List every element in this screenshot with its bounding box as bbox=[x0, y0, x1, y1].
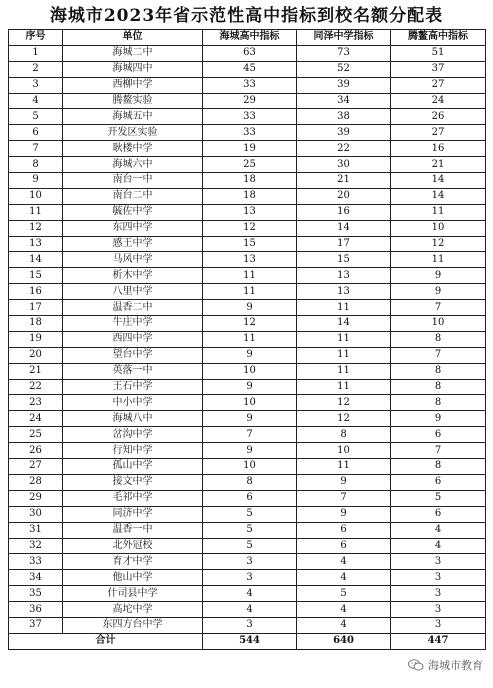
row-unit: 西柳中学 bbox=[63, 77, 203, 93]
row-unit: 开发区实验 bbox=[63, 125, 203, 141]
row-tengao: 6 bbox=[391, 506, 486, 522]
table-row bbox=[9, 236, 486, 252]
total-row bbox=[9, 633, 486, 649]
row-haicheng: 10 bbox=[203, 363, 297, 379]
row-unit: 高坨中学 bbox=[63, 602, 203, 618]
table-row bbox=[9, 93, 486, 109]
row-index: 4 bbox=[9, 93, 63, 109]
row-tongze: 12 bbox=[297, 411, 391, 427]
row-unit: 他山中学 bbox=[63, 570, 203, 586]
row-index: 13 bbox=[9, 236, 63, 252]
row-index: 9 bbox=[9, 173, 63, 189]
table-row bbox=[9, 173, 486, 189]
table-row bbox=[9, 570, 486, 586]
table-row bbox=[9, 538, 486, 554]
row-unit: 岔沟中学 bbox=[63, 427, 203, 443]
row-unit: 海城二中 bbox=[63, 45, 203, 61]
table-row bbox=[9, 188, 486, 204]
row-tengao: 14 bbox=[391, 188, 486, 204]
row-haicheng: 5 bbox=[203, 538, 297, 554]
row-unit: 海城五中 bbox=[63, 109, 203, 125]
table-row bbox=[9, 141, 486, 157]
row-unit: 毓佐中学 bbox=[63, 204, 203, 220]
row-unit: 孤山中学 bbox=[63, 459, 203, 475]
wechat-icon bbox=[408, 659, 424, 671]
row-tengao: 3 bbox=[391, 617, 486, 633]
row-haicheng: 45 bbox=[203, 61, 297, 77]
row-tongze: 22 bbox=[297, 141, 391, 157]
row-tengao: 10 bbox=[391, 316, 486, 332]
row-index: 19 bbox=[9, 331, 63, 347]
row-unit: 望台中学 bbox=[63, 347, 203, 363]
table-row bbox=[9, 443, 486, 459]
table-row bbox=[9, 77, 486, 93]
row-haicheng: 9 bbox=[203, 443, 297, 459]
row-tengao: 8 bbox=[391, 379, 486, 395]
total-tongze: 640 bbox=[297, 633, 391, 649]
row-index: 1 bbox=[9, 45, 63, 61]
total-haicheng: 544 bbox=[203, 633, 297, 649]
row-haicheng: 6 bbox=[203, 490, 297, 506]
row-tengao: 14 bbox=[391, 173, 486, 189]
row-tongze: 16 bbox=[297, 204, 391, 220]
row-unit: 北外冠校 bbox=[63, 538, 203, 554]
row-tongze: 15 bbox=[297, 252, 391, 268]
header-unit: 单位 bbox=[63, 30, 203, 46]
table-row bbox=[9, 61, 486, 77]
row-unit: 育才中学 bbox=[63, 554, 203, 570]
row-unit: 南台二中 bbox=[63, 188, 203, 204]
table-row bbox=[9, 395, 486, 411]
row-tongze: 38 bbox=[297, 109, 391, 125]
row-index: 7 bbox=[9, 141, 63, 157]
header-index: 序号 bbox=[9, 30, 63, 46]
row-unit: 行知中学 bbox=[63, 443, 203, 459]
row-tongze: 11 bbox=[297, 379, 391, 395]
table-row bbox=[9, 474, 486, 490]
row-index: 15 bbox=[9, 268, 63, 284]
header-haicheng-quota: 海城高中指标 bbox=[203, 30, 297, 46]
row-tongze: 39 bbox=[297, 77, 391, 93]
row-tongze: 6 bbox=[297, 522, 391, 538]
row-tongze: 11 bbox=[297, 363, 391, 379]
row-tongze: 7 bbox=[297, 490, 391, 506]
row-tongze: 39 bbox=[297, 125, 391, 141]
row-index: 8 bbox=[9, 157, 63, 173]
table-row bbox=[9, 268, 486, 284]
row-unit: 什司县中学 bbox=[63, 586, 203, 602]
row-tengao: 9 bbox=[391, 411, 486, 427]
row-tengao: 26 bbox=[391, 109, 486, 125]
row-tengao: 8 bbox=[391, 363, 486, 379]
table-row bbox=[9, 331, 486, 347]
row-haicheng: 18 bbox=[203, 188, 297, 204]
header-tongze-quota: 同泽中学指标 bbox=[297, 30, 391, 46]
row-tongze: 34 bbox=[297, 93, 391, 109]
row-unit: 王石中学 bbox=[63, 379, 203, 395]
row-tengao: 8 bbox=[391, 331, 486, 347]
table-row bbox=[9, 411, 486, 427]
table-row bbox=[9, 45, 486, 61]
row-tongze: 9 bbox=[297, 474, 391, 490]
row-tengao: 7 bbox=[391, 347, 486, 363]
row-index: 30 bbox=[9, 506, 63, 522]
table-row bbox=[9, 586, 486, 602]
row-haicheng: 5 bbox=[203, 522, 297, 538]
row-index: 20 bbox=[9, 347, 63, 363]
row-haicheng: 33 bbox=[203, 77, 297, 93]
row-index: 12 bbox=[9, 220, 63, 236]
row-unit: 温香二中 bbox=[63, 300, 203, 316]
row-tengao: 6 bbox=[391, 427, 486, 443]
row-index: 10 bbox=[9, 188, 63, 204]
row-haicheng: 7 bbox=[203, 427, 297, 443]
row-tongze: 73 bbox=[297, 45, 391, 61]
row-tongze: 4 bbox=[297, 617, 391, 633]
row-index: 21 bbox=[9, 363, 63, 379]
row-tengao: 8 bbox=[391, 395, 486, 411]
row-index: 23 bbox=[9, 395, 63, 411]
row-tengao: 10 bbox=[391, 220, 486, 236]
row-haicheng: 15 bbox=[203, 236, 297, 252]
row-tongze: 4 bbox=[297, 570, 391, 586]
row-tongze: 52 bbox=[297, 61, 391, 77]
row-tongze: 4 bbox=[297, 602, 391, 618]
row-tengao: 12 bbox=[391, 236, 486, 252]
row-haicheng: 4 bbox=[203, 586, 297, 602]
table-row bbox=[9, 459, 486, 475]
table-row bbox=[9, 220, 486, 236]
row-index: 32 bbox=[9, 538, 63, 554]
table-row bbox=[9, 316, 486, 332]
row-unit: 牛庄中学 bbox=[63, 316, 203, 332]
row-tengao: 3 bbox=[391, 554, 486, 570]
row-haicheng: 9 bbox=[203, 347, 297, 363]
row-tengao: 4 bbox=[391, 522, 486, 538]
row-tongze: 12 bbox=[297, 395, 391, 411]
row-tongze: 9 bbox=[297, 506, 391, 522]
row-haicheng: 25 bbox=[203, 157, 297, 173]
row-tengao: 27 bbox=[391, 77, 486, 93]
table-row bbox=[9, 109, 486, 125]
row-haicheng: 11 bbox=[203, 331, 297, 347]
row-haicheng: 33 bbox=[203, 125, 297, 141]
row-index: 14 bbox=[9, 252, 63, 268]
row-tengao: 9 bbox=[391, 284, 486, 300]
row-tengao: 21 bbox=[391, 157, 486, 173]
row-tongze: 5 bbox=[297, 586, 391, 602]
table-row bbox=[9, 300, 486, 316]
row-tengao: 5 bbox=[391, 490, 486, 506]
row-tongze: 13 bbox=[297, 284, 391, 300]
table-row bbox=[9, 252, 486, 268]
row-tongze: 14 bbox=[297, 316, 391, 332]
row-haicheng: 3 bbox=[203, 617, 297, 633]
row-index: 29 bbox=[9, 490, 63, 506]
row-haicheng: 9 bbox=[203, 379, 297, 395]
row-unit: 海城四中 bbox=[63, 61, 203, 77]
table-row bbox=[9, 522, 486, 538]
row-tongze: 8 bbox=[297, 427, 391, 443]
row-index: 34 bbox=[9, 570, 63, 586]
row-unit: 南台一中 bbox=[63, 173, 203, 189]
row-tengao: 4 bbox=[391, 538, 486, 554]
row-index: 37 bbox=[9, 617, 63, 633]
row-index: 5 bbox=[9, 109, 63, 125]
row-index: 2 bbox=[9, 61, 63, 77]
row-tengao: 16 bbox=[391, 141, 486, 157]
row-tengao: 11 bbox=[391, 252, 486, 268]
row-haicheng: 10 bbox=[203, 459, 297, 475]
header-tengao-quota: 腾鳌高中指标 bbox=[391, 30, 486, 46]
row-tongze: 11 bbox=[297, 300, 391, 316]
row-tengao: 3 bbox=[391, 586, 486, 602]
total-tengao: 447 bbox=[391, 633, 486, 649]
row-tengao: 37 bbox=[391, 61, 486, 77]
row-unit: 东四中学 bbox=[63, 220, 203, 236]
row-tengao: 7 bbox=[391, 300, 486, 316]
row-unit: 毛祁中学 bbox=[63, 490, 203, 506]
row-tongze: 11 bbox=[297, 331, 391, 347]
row-haicheng: 13 bbox=[203, 252, 297, 268]
row-tongze: 11 bbox=[297, 459, 391, 475]
row-tengao: 11 bbox=[391, 204, 486, 220]
quota-table bbox=[8, 29, 486, 650]
row-unit: 英落一中 bbox=[63, 363, 203, 379]
row-index: 35 bbox=[9, 586, 63, 602]
table-row bbox=[9, 157, 486, 173]
row-haicheng: 18 bbox=[203, 173, 297, 189]
row-tongze: 14 bbox=[297, 220, 391, 236]
row-unit: 西四中学 bbox=[63, 331, 203, 347]
row-index: 17 bbox=[9, 300, 63, 316]
row-tongze: 17 bbox=[297, 236, 391, 252]
table-row bbox=[9, 363, 486, 379]
row-haicheng: 19 bbox=[203, 141, 297, 157]
row-unit: 马风中学 bbox=[63, 252, 203, 268]
table-row bbox=[9, 617, 486, 633]
row-haicheng: 12 bbox=[203, 316, 297, 332]
row-index: 3 bbox=[9, 77, 63, 93]
row-unit: 八里中学 bbox=[63, 284, 203, 300]
row-haicheng: 9 bbox=[203, 411, 297, 427]
table-row bbox=[9, 427, 486, 443]
watermark bbox=[408, 656, 483, 674]
row-tengao: 7 bbox=[391, 443, 486, 459]
row-tengao: 3 bbox=[391, 570, 486, 586]
row-index: 24 bbox=[9, 411, 63, 427]
row-haicheng: 29 bbox=[203, 93, 297, 109]
header-row bbox=[9, 30, 486, 46]
row-index: 31 bbox=[9, 522, 63, 538]
row-index: 18 bbox=[9, 316, 63, 332]
row-unit: 腾鳌实验 bbox=[63, 93, 203, 109]
row-index: 16 bbox=[9, 284, 63, 300]
row-tengao: 6 bbox=[391, 474, 486, 490]
row-tongze: 10 bbox=[297, 443, 391, 459]
row-haicheng: 11 bbox=[203, 284, 297, 300]
row-index: 11 bbox=[9, 204, 63, 220]
row-index: 25 bbox=[9, 427, 63, 443]
table-row bbox=[9, 379, 486, 395]
row-tongze: 13 bbox=[297, 268, 391, 284]
row-tongze: 30 bbox=[297, 157, 391, 173]
row-index: 27 bbox=[9, 459, 63, 475]
row-unit: 中小中学 bbox=[63, 395, 203, 411]
table-row bbox=[9, 602, 486, 618]
row-haicheng: 9 bbox=[203, 300, 297, 316]
row-haicheng: 63 bbox=[203, 45, 297, 61]
table-row bbox=[9, 284, 486, 300]
row-index: 33 bbox=[9, 554, 63, 570]
row-tengao: 8 bbox=[391, 459, 486, 475]
row-tongze: 21 bbox=[297, 173, 391, 189]
table-row bbox=[9, 204, 486, 220]
row-haicheng: 5 bbox=[203, 506, 297, 522]
row-index: 22 bbox=[9, 379, 63, 395]
table-row bbox=[9, 490, 486, 506]
row-unit: 海城六中 bbox=[63, 157, 203, 173]
table-row bbox=[9, 125, 486, 141]
row-haicheng: 4 bbox=[203, 602, 297, 618]
row-haicheng: 3 bbox=[203, 554, 297, 570]
row-tongze: 6 bbox=[297, 538, 391, 554]
row-index: 28 bbox=[9, 474, 63, 490]
row-tengao: 24 bbox=[391, 93, 486, 109]
row-haicheng: 8 bbox=[203, 474, 297, 490]
row-haicheng: 3 bbox=[203, 570, 297, 586]
row-haicheng: 10 bbox=[203, 395, 297, 411]
row-tengao: 3 bbox=[391, 602, 486, 618]
row-tongze: 4 bbox=[297, 554, 391, 570]
row-tengao: 27 bbox=[391, 125, 486, 141]
table-row bbox=[9, 506, 486, 522]
row-unit: 东四方台中学 bbox=[63, 617, 203, 633]
row-index: 26 bbox=[9, 443, 63, 459]
row-unit: 析木中学 bbox=[63, 268, 203, 284]
row-tengao: 51 bbox=[391, 45, 486, 61]
row-tengao: 9 bbox=[391, 268, 486, 284]
row-index: 6 bbox=[9, 125, 63, 141]
row-unit: 同济中学 bbox=[63, 506, 203, 522]
table-row bbox=[9, 554, 486, 570]
page-title: 海城市2023年省示范性高中指标到校名额分配表 bbox=[49, 6, 444, 26]
row-haicheng: 11 bbox=[203, 268, 297, 284]
row-unit: 接文中学 bbox=[63, 474, 203, 490]
table-row bbox=[9, 347, 486, 363]
row-unit: 感王中学 bbox=[63, 236, 203, 252]
watermark-text: 海城市教育 bbox=[428, 659, 483, 672]
row-haicheng: 13 bbox=[203, 204, 297, 220]
row-unit: 海城八中 bbox=[63, 411, 203, 427]
row-tongze: 20 bbox=[297, 188, 391, 204]
total-label: 合计 bbox=[9, 633, 203, 649]
row-unit: 温香一中 bbox=[63, 522, 203, 538]
row-unit: 耿楼中学 bbox=[63, 141, 203, 157]
row-haicheng: 12 bbox=[203, 220, 297, 236]
row-haicheng: 33 bbox=[203, 109, 297, 125]
row-tongze: 11 bbox=[297, 347, 391, 363]
row-index: 36 bbox=[9, 602, 63, 618]
